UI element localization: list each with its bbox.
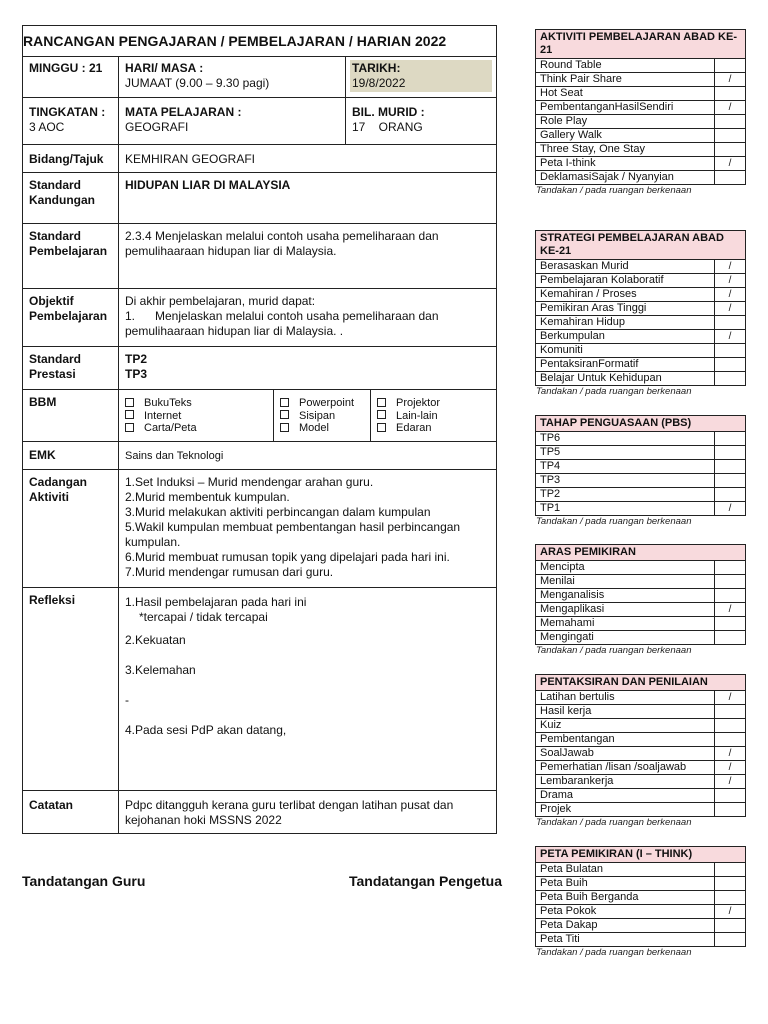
- emk-label: EMK: [23, 442, 119, 469]
- checklist-label: TP1: [536, 502, 715, 516]
- checkbox-icon[interactable]: [377, 410, 386, 419]
- checklist-label: Peta Pokok: [536, 905, 715, 919]
- checklist-label: Mengaplikasi: [536, 603, 715, 617]
- tarikh-value: 19/8/2022: [352, 76, 406, 90]
- bidang-value: KEMHIRAN GEOGRAFI: [125, 152, 256, 166]
- checklist-mark[interactable]: /: [715, 101, 746, 115]
- checklist-row: [536, 115, 746, 129]
- row-standard-kandungan: [23, 172, 496, 223]
- note: Tandakan / pada ruangan berkenaan: [536, 817, 692, 828]
- checklist-row: [536, 59, 746, 73]
- bbm-option[interactable]: Internet: [125, 410, 267, 423]
- sp-label: Standard Pembelajaran: [23, 224, 119, 288]
- checklist-row: [536, 575, 746, 589]
- checklist-label: PembentanganHasilSendiri: [536, 101, 715, 115]
- checklist-mark[interactable]: [715, 891, 746, 905]
- checklist-mark[interactable]: /: [715, 905, 746, 919]
- cadangan-list: [119, 470, 496, 587]
- note: Tandakan / pada ruangan berkenaan: [536, 947, 692, 958]
- bbm-option[interactable]: BukuTeks: [125, 397, 267, 410]
- checklist-row: [536, 474, 746, 488]
- emk-value: Sains dan Teknologi: [125, 450, 224, 462]
- table-aktiviti: [535, 29, 746, 197]
- checklist-row: [536, 617, 746, 631]
- checklist-label: Peta Buih Berganda: [536, 891, 715, 905]
- checklist-label: Peta I-think: [536, 157, 715, 171]
- checklist-label: Mencipta: [536, 561, 715, 575]
- bbm-col3: [371, 390, 496, 441]
- checklist-label: Berkumpulan: [536, 330, 715, 344]
- checklist-row: [536, 432, 746, 446]
- row-objektif: [23, 288, 496, 346]
- checklist-label: Kuiz: [536, 719, 715, 733]
- sk-value: HIDUPAN LIAR DI MALAYSIA: [125, 178, 291, 192]
- checklist-label: Berasaskan Murid: [536, 260, 715, 274]
- checklist-label: Peta Titi: [536, 933, 715, 947]
- matapelajaran-label: MATA PELAJARAN :: [125, 105, 242, 119]
- table-peta-pemikiran: [535, 846, 746, 959]
- checklist-label: Komuniti: [536, 344, 715, 358]
- checklist-mark[interactable]: [715, 933, 746, 947]
- sp-value: 2.3.4 Menjelaskan melalui contoh usaha pemeliharaan dan pemulihaaraan hidupan liar di Malaysia.: [125, 229, 439, 258]
- cadangan-item: 7.Murid mendengar rumusan dari guru.: [125, 565, 334, 579]
- table-pentaksiran: [535, 674, 746, 829]
- sign-guru: Tandatangan Guru: [22, 873, 146, 889]
- table-header: PENTAKSIRAN DAN PENILAIAN: [536, 675, 746, 691]
- checklist-label: Latihan bertulis: [536, 691, 715, 705]
- cadangan-item: 6.Murid membuat rumusan topik yang dipelajari pada hari ini.: [125, 550, 450, 564]
- checklist-mark[interactable]: [715, 733, 746, 747]
- checklist-mark[interactable]: [715, 344, 746, 358]
- tarikh-label: TARIKH:: [352, 61, 401, 75]
- checklist-row: [536, 789, 746, 803]
- bbm-option[interactable]: Projektor: [377, 397, 490, 410]
- checklist-mark[interactable]: [715, 446, 746, 460]
- bidang-label: Bidang/Tajuk: [23, 145, 119, 172]
- table-header: ARAS PEMIKIRAN: [536, 545, 746, 561]
- lesson-plan-table: [22, 25, 497, 834]
- checklist-mark[interactable]: [715, 474, 746, 488]
- refleksi-label: Refleksi: [23, 588, 119, 790]
- checkbox-icon[interactable]: [280, 423, 289, 432]
- plan-title: RANCANGAN PENGAJARAN / PEMBELAJARAN / HARIAN 2022: [23, 33, 447, 49]
- checklist-mark[interactable]: /: [715, 775, 746, 789]
- checklist-label: Pembentangan: [536, 733, 715, 747]
- spr-label: Standard Prestasi: [23, 347, 119, 389]
- note: Tandakan / pada ruangan berkenaan: [536, 645, 692, 656]
- checklist-row: [536, 446, 746, 460]
- table-aras-pemikiran: [535, 544, 746, 657]
- checklist-mark[interactable]: [715, 432, 746, 446]
- bbm-option[interactable]: Sisipan: [280, 410, 364, 423]
- checklist-mark[interactable]: [715, 863, 746, 877]
- bilmurid-cell: [346, 98, 496, 144]
- bbm-col1: [119, 390, 274, 441]
- matapelajaran-cell: [119, 98, 346, 144]
- checklist-row: [536, 733, 746, 747]
- bbm-option[interactable]: Model: [280, 422, 364, 435]
- checklist-label: Role Play: [536, 115, 715, 129]
- checklist-row: [536, 747, 746, 761]
- checklist-mark[interactable]: [715, 87, 746, 101]
- minggu-cell: MINGGU : 21: [23, 57, 119, 97]
- cadangan-label: Cadangan Aktiviti: [23, 470, 119, 587]
- catatan-value: Pdpc ditangguh kerana guru terlibat dengan latihan pusat dan kejohanan hoki MSSNS 2022: [125, 798, 454, 827]
- checklist-mark[interactable]: [715, 488, 746, 502]
- checklist-mark[interactable]: [715, 789, 746, 803]
- obj-line1: Di akhir pembelajaran, murid dapat:: [125, 294, 316, 308]
- hari-cell: [119, 57, 346, 97]
- checklist-label: Menilai: [536, 575, 715, 589]
- note: Tandakan / pada ruangan berkenaan: [536, 185, 692, 196]
- checklist-row: [536, 561, 746, 575]
- table-header: PETA PEMIKIRAN (I – THINK): [536, 847, 746, 863]
- checkbox-icon[interactable]: [280, 398, 289, 407]
- checklist-row: [536, 129, 746, 143]
- checklist-mark[interactable]: [715, 919, 746, 933]
- checklist-mark[interactable]: [715, 803, 746, 817]
- checklist-label: Projek: [536, 803, 715, 817]
- bbm-label: BBM: [23, 390, 119, 441]
- checkbox-icon[interactable]: [125, 410, 134, 419]
- checklist-row: [536, 863, 746, 877]
- row-tingkatan: [23, 97, 496, 144]
- checklist-row: [536, 260, 746, 274]
- checklist-label: Round Table: [536, 59, 715, 73]
- obj-value: [119, 289, 496, 346]
- checklist-label: DeklamasiSajak / Nyanyian: [536, 171, 715, 185]
- tingkatan-label: TINGKATAN :: [29, 105, 106, 119]
- checklist-mark[interactable]: [715, 143, 746, 157]
- spr-tp2: TP2: [125, 352, 148, 366]
- table-header: TAHAP PENGUASAAN (PBS): [536, 416, 746, 432]
- checklist-row: [536, 877, 746, 891]
- checklist-row: [536, 761, 746, 775]
- checklist-label: Belajar Untuk Kehidupan: [536, 372, 715, 386]
- checklist-mark[interactable]: [715, 460, 746, 474]
- checklist-row: [536, 488, 746, 502]
- table-header: AKTIVITI PEMBELAJARAN ABAD KE-21: [536, 30, 746, 59]
- checklist-label: TP2: [536, 488, 715, 502]
- sign-pengetua: Tandatangan Pengetua: [349, 873, 502, 889]
- bbm-option[interactable]: Carta/Peta: [125, 422, 267, 435]
- checklist-mark[interactable]: /: [715, 302, 746, 316]
- checklist-mark[interactable]: [715, 705, 746, 719]
- checkbox-icon[interactable]: [377, 423, 386, 432]
- checklist-label: Kemahiran / Proses: [536, 288, 715, 302]
- bilmurid-value: 17 ORANG: [352, 120, 423, 134]
- checkbox-icon[interactable]: [125, 398, 134, 407]
- checklist-mark[interactable]: /: [715, 260, 746, 274]
- checklist-row: [536, 691, 746, 705]
- cadangan-item: 5.Wakil kumpulan membuat pembentangan hasil perbincangan kumpulan.: [125, 520, 461, 549]
- checklist-label: TP5: [536, 446, 715, 460]
- checklist-mark[interactable]: [715, 631, 746, 645]
- table-tahap-penguasaan: [535, 415, 746, 528]
- checklist-row: [536, 73, 746, 87]
- refleksi-2: 2.Kekuatan: [125, 633, 186, 647]
- checklist-row: [536, 631, 746, 645]
- checklist-row: [536, 302, 746, 316]
- checklist-row: [536, 705, 746, 719]
- bbm-option[interactable]: Edaran: [377, 422, 490, 435]
- checklist-mark[interactable]: [715, 719, 746, 733]
- checklist-label: Think Pair Share: [536, 73, 715, 87]
- obj-line2: 1. Menjelaskan melalui contoh usaha pemeliharaan dan pemulihaaraan hidupan liar di Malaysia. .: [125, 309, 442, 338]
- checklist-label: TP4: [536, 460, 715, 474]
- checklist-label: TP3: [536, 474, 715, 488]
- checklist-mark[interactable]: /: [715, 73, 746, 87]
- spr-tp3: TP3: [125, 367, 148, 381]
- row-refleksi: [23, 587, 496, 790]
- checklist-label: Pemikiran Aras Tinggi: [536, 302, 715, 316]
- sk-label: Standard Kandungan: [23, 173, 119, 223]
- checklist-mark[interactable]: [715, 59, 746, 73]
- checklist-row: [536, 933, 746, 947]
- checklist-mark[interactable]: /: [715, 330, 746, 344]
- checklist-label: Pembelajaran Kolaboratif: [536, 274, 715, 288]
- row-cadangan: [23, 469, 496, 587]
- checklist-row: [536, 288, 746, 302]
- row-bidang: [23, 144, 496, 172]
- checklist-row: [536, 143, 746, 157]
- checklist-mark[interactable]: [715, 877, 746, 891]
- checklist-mark[interactable]: [715, 129, 746, 143]
- checklist-row: [536, 589, 746, 603]
- checklist-mark[interactable]: [715, 575, 746, 589]
- checkbox-icon[interactable]: [125, 423, 134, 432]
- checklist-label: Hot Seat: [536, 87, 715, 101]
- tarikh-cell: [346, 57, 496, 97]
- checklist-row: [536, 719, 746, 733]
- checklist-label: Kemahiran Hidup: [536, 316, 715, 330]
- checklist-mark[interactable]: [715, 358, 746, 372]
- checklist-mark[interactable]: [715, 372, 746, 386]
- checklist-row: [536, 919, 746, 933]
- checklist-label: Gallery Walk: [536, 129, 715, 143]
- cadangan-item: 3.Murid melakukan aktiviti perbincangan dalam kumpulan: [125, 505, 431, 519]
- table-header: STRATEGI PEMBELAJARAN ABAD KE-21: [536, 231, 746, 260]
- checklist-mark[interactable]: /: [715, 274, 746, 288]
- checklist-row: [536, 274, 746, 288]
- row-catatan: [23, 790, 496, 833]
- checklist-mark[interactable]: /: [715, 691, 746, 705]
- tingkatan-cell: [23, 98, 119, 144]
- checklist-label: SoalJawab: [536, 747, 715, 761]
- checklist-mark[interactable]: [715, 316, 746, 330]
- cadangan-item: 1.Set Induksi – Murid mendengar arahan guru.: [125, 475, 374, 489]
- checklist-label: Menganalisis: [536, 589, 715, 603]
- refleksi-1b: *tercapai / tidak tercapai: [139, 610, 268, 624]
- checklist-row: [536, 891, 746, 905]
- checklist-mark[interactable]: /: [715, 761, 746, 775]
- checklist-label: PentaksiranFormatif: [536, 358, 715, 372]
- checklist-mark[interactable]: /: [715, 747, 746, 761]
- refleksi-dash: -: [125, 693, 129, 707]
- bilmurid-label: BIL. MURID :: [352, 105, 425, 119]
- checklist-row: [536, 171, 746, 185]
- checklist-label: Three Stay, One Stay: [536, 143, 715, 157]
- checklist-row: [536, 344, 746, 358]
- row-standard-pembelajaran: [23, 223, 496, 288]
- note: Tandakan / pada ruangan berkenaan: [536, 386, 692, 397]
- row-bbm: [23, 389, 496, 441]
- hari-label: HARI/ MASA :: [125, 61, 204, 75]
- spr-value: [119, 347, 496, 389]
- catatan-label: Catatan: [23, 791, 119, 833]
- checklist-mark[interactable]: [715, 589, 746, 603]
- checklist-label: Mengingati: [536, 631, 715, 645]
- bbm-option[interactable]: Lain-lain: [377, 410, 490, 423]
- cadangan-item: 2.Murid membentuk kumpulan.: [125, 490, 290, 504]
- checklist-mark[interactable]: [715, 617, 746, 631]
- checklist-row: [536, 460, 746, 474]
- checklist-row: [536, 316, 746, 330]
- checklist-row: [536, 87, 746, 101]
- checklist-mark[interactable]: /: [715, 157, 746, 171]
- row-standard-prestasi: [23, 346, 496, 389]
- checklist-label: Peta Dakap: [536, 919, 715, 933]
- checklist-row: [536, 775, 746, 789]
- checklist-mark[interactable]: [715, 561, 746, 575]
- tingkatan-value: 3 AOC: [29, 120, 65, 134]
- refleksi-3: 3.Kelemahan: [125, 663, 196, 677]
- row-minggu: [23, 56, 496, 97]
- checklist-label: TP6: [536, 432, 715, 446]
- checklist-label: Peta Buih: [536, 877, 715, 891]
- checklist-row: [536, 358, 746, 372]
- refleksi-1: 1.Hasil pembelajaran pada hari ini: [125, 595, 307, 609]
- row-emk: [23, 441, 496, 469]
- checklist-row: [536, 101, 746, 115]
- refleksi-content: [119, 588, 496, 790]
- checklist-label: Lembarankerja: [536, 775, 715, 789]
- matapelajaran-value: GEOGRAFI: [125, 120, 189, 134]
- checklist-row: [536, 603, 746, 617]
- checklist-row: [536, 330, 746, 344]
- checklist-mark[interactable]: [715, 115, 746, 129]
- bbm-col2: [274, 390, 371, 441]
- table-strategi: [535, 230, 746, 398]
- checkbox-icon[interactable]: [377, 398, 386, 407]
- hari-value: JUMAAT (9.00 – 9.30 pagi): [125, 76, 270, 90]
- obj-label: Objektif Pembelajaran: [23, 289, 119, 346]
- checklist-label: Peta Bulatan: [536, 863, 715, 877]
- checkbox-icon[interactable]: [280, 410, 289, 419]
- bbm-option[interactable]: Powerpoint: [280, 397, 364, 410]
- checklist-label: Drama: [536, 789, 715, 803]
- checklist-mark[interactable]: [715, 171, 746, 185]
- checklist-label: Hasil kerja: [536, 705, 715, 719]
- checklist-row: [536, 803, 746, 817]
- checklist-row: [536, 372, 746, 386]
- note: Tandakan / pada ruangan berkenaan: [536, 516, 692, 527]
- checklist-label: Pemerhatian /lisan /soaljawab: [536, 761, 715, 775]
- checklist-mark[interactable]: /: [715, 502, 746, 516]
- checklist-row: [536, 502, 746, 516]
- checklist-label: Memahami: [536, 617, 715, 631]
- refleksi-4: 4.Pada sesi PdP akan datang,: [125, 723, 287, 737]
- bbm-options: [119, 390, 496, 441]
- checklist-mark[interactable]: /: [715, 288, 746, 302]
- checklist-mark[interactable]: /: [715, 603, 746, 617]
- checklist-row: [536, 905, 746, 919]
- checklist-row: [536, 157, 746, 171]
